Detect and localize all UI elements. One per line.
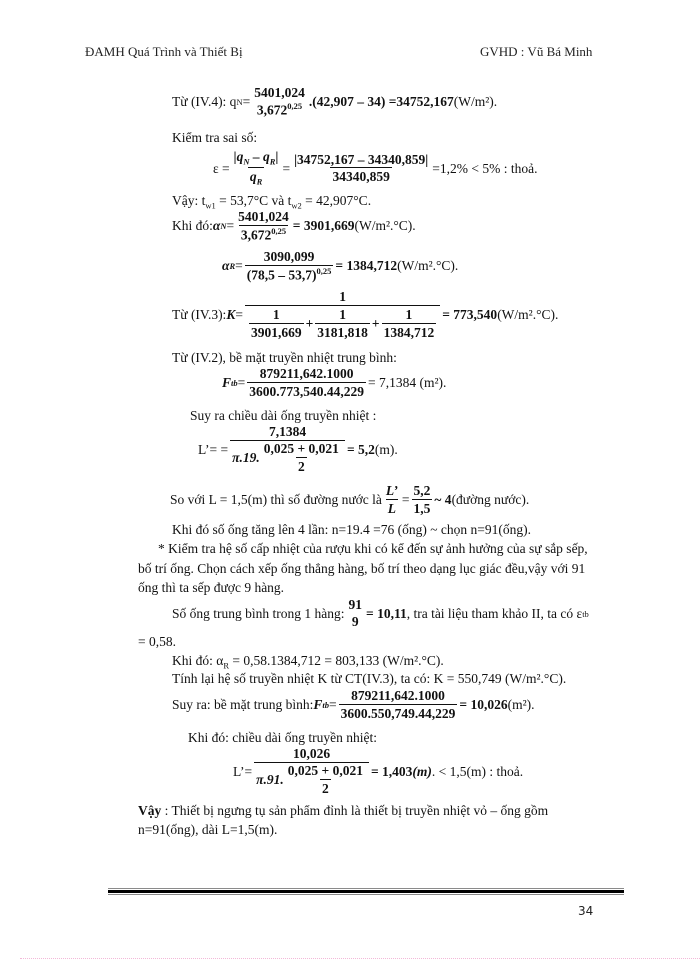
eq-ratio [170,484,529,516]
sub: N [243,156,250,167]
text: – q [249,149,270,164]
denominator: 3600.550,749.44,229 [340,705,456,721]
plus: + [305,316,314,332]
text-line [138,803,548,819]
text-line: = 0,58. [138,634,176,649]
text: =1,2% < 5% : thoả. [432,160,538,176]
denominator: 3600.773,540.44,229 [249,383,365,399]
result: = 1,403 [370,763,413,779]
fraction [245,290,440,340]
text: Suy ra: bề mặt trung bình: [172,697,314,713]
denominator: 2 [321,780,329,796]
unit: (m²). [507,697,535,713]
numerator: 1 [405,306,413,322]
eq-K [172,290,558,340]
symbol: K [226,307,236,323]
numerator: 91 [348,597,362,612]
numerator: 5401,024 [254,85,305,100]
numerator: L’ [385,483,398,498]
text: 3,672 [256,102,288,118]
text: : Thiết bị ngưng tụ sản phẩm đỉnh là thiết bị truyền nhiệt vỏ – ống gồm [161,803,549,818]
fraction [315,308,370,340]
denominator [248,167,264,187]
text: = [226,218,235,234]
text: L’= [233,763,253,779]
denominator: 2 [297,458,305,474]
text-line: Khi đó số ống tăng lên 4 lần: n=19.4 =76 (ống) ~ chọn n=91(ống). [172,522,531,537]
numerator: 879211,642.1000 [259,366,354,381]
denominator [255,101,304,118]
footer-rule [108,888,624,895]
text: π.91. [256,772,284,788]
numerator: |34752,167 – 34340,859| [294,151,429,167]
text: | [275,149,279,164]
text: = [235,258,243,274]
eq-L-prime-2 [233,747,523,796]
text-line [172,653,444,671]
result: = 1384,712 [335,258,398,274]
numerator: 1 [339,306,346,322]
fraction [230,425,345,474]
numerator: 3090,099 [263,249,315,264]
unit: (W/m²). [453,93,498,109]
sub: R [256,176,263,187]
result: = 7,1384 (m²). [368,375,447,391]
text: = 0,58.1384,712 = 803,133 (W/m².°C). [229,653,444,668]
text: = [329,697,337,713]
text: = [401,492,410,508]
fraction [382,308,437,340]
text-line: n=91(ống), dài L=1,5(m). [138,822,278,837]
fraction [254,747,369,796]
exp: 0,25 [316,265,332,276]
symbol: α [222,258,230,274]
denominator: 1384,712 [383,324,435,340]
denominator: 1,5 [413,500,431,516]
text-line: Suy ra chiều dài ống truyền nhiệt : [190,408,377,423]
numerator: 5,2 [413,483,431,498]
eq-tubes-per-row [172,598,589,629]
numerator: 7,1384 [268,424,307,439]
sub: R [223,660,229,671]
text: (đường nước). [451,492,530,508]
header-left: ĐAMH Quá Trình và Thiết Bị [85,44,243,59]
numerator: 0,025 + 0,021 [263,440,339,456]
text: So với L = 1,5(m) thì số đường nước là [170,492,382,508]
sub: w1 [205,200,216,211]
text: Số ống trung bình trong 1 hàng: [172,605,345,621]
text: .(42,907 – 34) = [308,93,397,109]
text: Khi đó: α [172,653,224,668]
fraction [384,484,400,516]
fraction [245,250,334,283]
result: ~ 4 [434,492,452,508]
text-line: Tính lại hệ số truyền nhiệt K từ CT(IV.3), ta có: K = 550,749 (W/m².°C). [172,671,567,686]
plus: + [371,316,380,332]
denominator [245,265,334,283]
text-line: * Kiểm tra hệ số cấp nhiệt của rượu khi có kể đến sự ảnh hưởng của sự sắp sếp, [158,541,588,556]
text: = [242,93,251,109]
result: 34752,167 [396,93,454,109]
sub: N [220,221,227,232]
sub: w2 [291,200,302,211]
text: = [237,375,246,391]
fraction [252,86,307,118]
text: Khi đó: [172,218,213,234]
sub: R [229,261,236,272]
text-line: Khi đó: chiều dài ống truyền nhiệt: [188,730,377,745]
sub: tb [582,608,589,619]
text-line: Kiểm tra sai số: [172,130,258,145]
fraction [292,153,430,185]
fraction [412,484,433,516]
text: Từ (IV.3): [172,307,227,323]
exp: 0,25 [271,225,287,236]
fraction [262,442,341,474]
eq-qN [172,86,497,118]
text: (78,5 – 53,7) [246,267,317,283]
eq-Ftb [222,367,446,399]
fraction [247,367,366,399]
text: Vậy: t [172,193,206,208]
text: = 53,7°C và t [215,193,292,208]
numerator [232,150,281,167]
symbol: α [212,218,221,234]
fraction [339,689,458,721]
unit: (m) [412,763,432,779]
denominator [245,305,440,340]
header-right: GVHD : Vũ Bá Minh [480,44,593,59]
page-number: 34 [578,904,594,918]
numerator: 879211,642.1000 [351,688,445,703]
text: = [235,307,243,323]
fraction [232,150,281,187]
numerator: 10,026 [292,746,331,761]
fraction [347,598,365,629]
eq-Ftb-2 [172,689,535,721]
eq-L-prime [198,425,398,474]
denominator: 3181,818 [317,324,368,340]
denominator [239,225,288,243]
unit: (W/m².°C). [397,258,459,274]
page-boundary [20,958,700,959]
text: |q [233,149,244,164]
fraction [286,764,365,796]
exp: 0,25 [287,100,303,111]
symbol: F [313,697,323,713]
numerator: 1 [272,306,280,322]
numerator: 1 [339,289,346,304]
text: = 42,907°C. [301,193,372,208]
text: Vậy [138,803,162,818]
symbol: F [222,375,232,391]
text-line: ống thì ta sếp được 9 hàng. [138,580,285,595]
text: Từ (IV.4): q [172,93,237,109]
text: π.19. [232,450,260,466]
result: = 3901,669 [292,218,355,234]
text: 3,672 [240,227,272,243]
text-line: bố trí ống. Chọn cách xếp ống thẳng hàng, bố trí theo dạng lục giác đều,vậy với 91 [138,561,586,576]
sub: tb [231,378,238,389]
denominator [230,440,345,474]
sub: R [269,156,276,167]
text: ε = [213,160,230,176]
denominator [254,762,369,796]
text: L’= = [198,441,229,457]
denominator: 9 [351,613,359,629]
fraction [236,210,291,243]
sub: tb [322,700,329,711]
result: = 5,2 [346,441,375,457]
numerator: 5401,024 [238,209,289,224]
result: = 773,540 [442,307,498,323]
eq-alphaR [222,250,458,283]
denominator: 3901,669 [250,324,302,340]
denominator: 34340,859 [332,169,390,185]
result: = 10,026 [459,697,508,713]
fraction [249,308,304,340]
text: , tra tài liệu tham khảo II, ta có ε [406,605,583,621]
unit: (m). [374,441,398,457]
text: = [282,160,291,176]
result: = 10,11 [366,605,407,621]
eq-alphaN [172,210,416,243]
denominator: L [387,500,397,516]
unit: (W/m².°C). [497,307,559,323]
eq-error [213,150,538,187]
numerator: 0,025 + 0,021 [287,762,363,778]
text-line: Từ (IV.2), bề mặt truyền nhiệt trung bình: [172,350,397,365]
sub: N [236,96,243,107]
text: . < 1,5(m) : thoả. [431,763,524,779]
unit: (W/m².°C). [354,218,416,234]
text: q [249,169,257,185]
